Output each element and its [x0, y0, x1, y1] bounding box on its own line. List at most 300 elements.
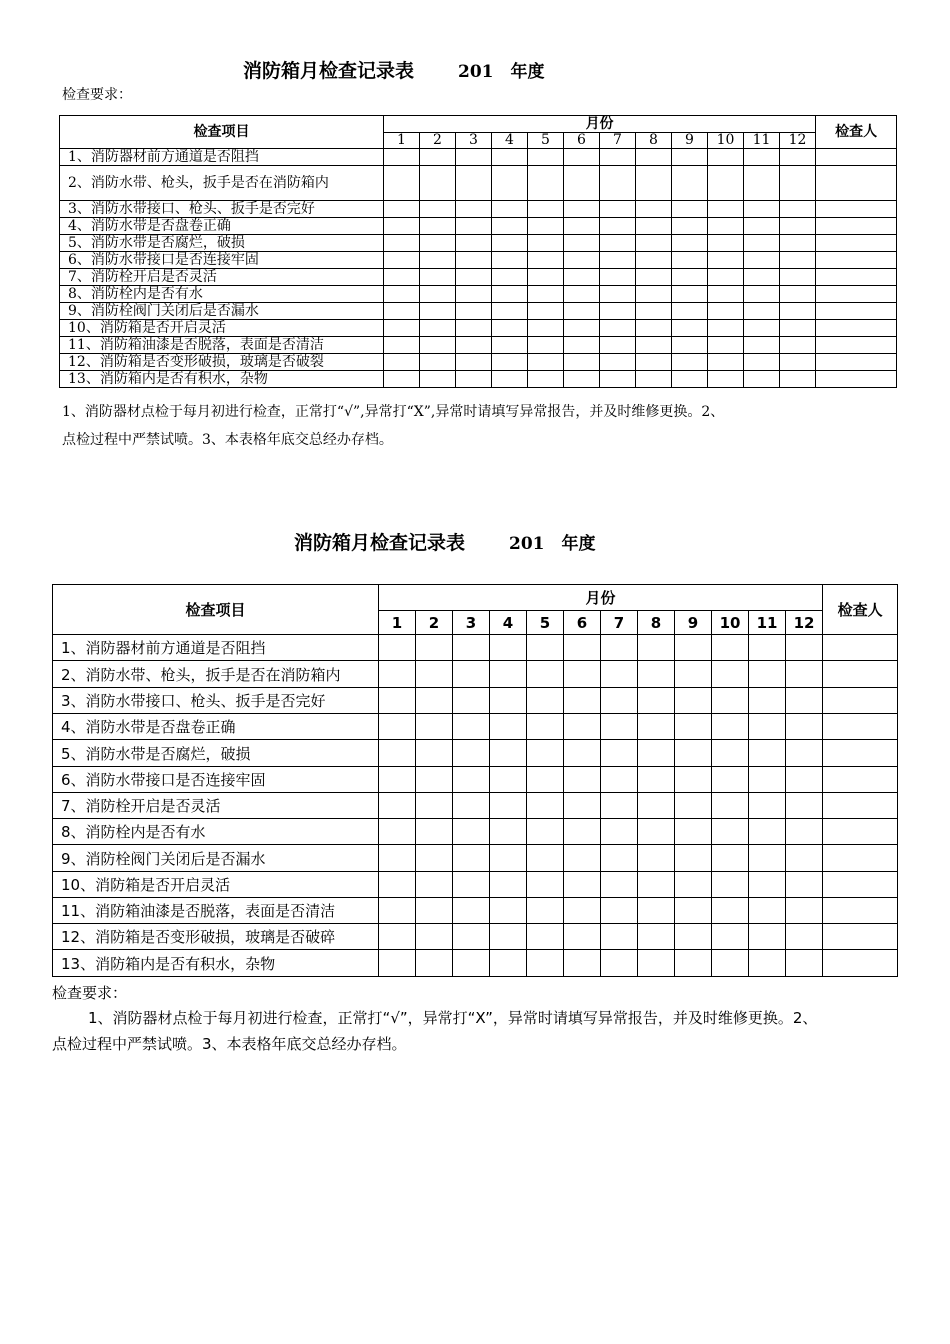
check-cell-month-10[interactable]	[712, 924, 749, 950]
check-cell-month-9[interactable]	[672, 286, 708, 303]
check-cell-month-2[interactable]	[416, 872, 453, 898]
check-cell-month-3[interactable]	[456, 235, 492, 252]
check-cell-month-7[interactable]	[600, 286, 636, 303]
inspector-cell[interactable]	[816, 303, 897, 320]
check-cell-month-7[interactable]	[600, 166, 636, 201]
check-cell-month-8[interactable]	[638, 819, 675, 845]
check-cell-month-8[interactable]	[638, 793, 675, 819]
check-cell-month-3[interactable]	[456, 354, 492, 371]
check-cell-month-2[interactable]	[416, 924, 453, 950]
check-cell-month-8[interactable]	[636, 252, 672, 269]
inspector-cell[interactable]	[816, 371, 897, 388]
check-cell-month-10[interactable]	[708, 269, 744, 286]
check-cell-month-6[interactable]	[564, 218, 600, 235]
check-cell-month-12[interactable]	[780, 201, 816, 218]
check-cell-month-5[interactable]	[528, 235, 564, 252]
check-cell-month-1[interactable]	[379, 767, 416, 793]
check-cell-month-1[interactable]	[384, 320, 420, 337]
check-cell-month-10[interactable]	[708, 337, 744, 354]
check-cell-month-3[interactable]	[453, 950, 490, 977]
check-cell-month-7[interactable]	[600, 252, 636, 269]
check-cell-month-4[interactable]	[490, 767, 527, 793]
check-cell-month-8[interactable]	[636, 303, 672, 320]
inspector-cell[interactable]	[823, 898, 898, 924]
check-cell-month-9[interactable]	[675, 793, 712, 819]
check-cell-month-9[interactable]	[675, 714, 712, 740]
check-cell-month-12[interactable]	[786, 740, 823, 767]
check-cell-month-9[interactable]	[672, 269, 708, 286]
check-cell-month-9[interactable]	[675, 688, 712, 714]
check-cell-month-10[interactable]	[708, 252, 744, 269]
check-cell-month-1[interactable]	[379, 924, 416, 950]
check-cell-month-2[interactable]	[420, 166, 456, 201]
check-cell-month-7[interactable]	[600, 235, 636, 252]
check-cell-month-3[interactable]	[456, 149, 492, 166]
check-cell-month-4[interactable]	[492, 149, 528, 166]
check-cell-month-4[interactable]	[492, 320, 528, 337]
check-cell-month-5[interactable]	[527, 950, 564, 977]
check-cell-month-12[interactable]	[786, 898, 823, 924]
check-cell-month-10[interactable]	[708, 320, 744, 337]
check-cell-month-10[interactable]	[708, 354, 744, 371]
check-cell-month-11[interactable]	[744, 371, 780, 388]
check-cell-month-9[interactable]	[672, 252, 708, 269]
check-cell-month-7[interactable]	[601, 740, 638, 767]
check-cell-month-7[interactable]	[600, 320, 636, 337]
check-cell-month-1[interactable]	[379, 872, 416, 898]
check-cell-month-12[interactable]	[780, 320, 816, 337]
check-cell-month-11[interactable]	[744, 201, 780, 218]
check-cell-month-7[interactable]	[600, 337, 636, 354]
check-cell-month-2[interactable]	[416, 661, 453, 688]
check-cell-month-7[interactable]	[601, 872, 638, 898]
check-cell-month-2[interactable]	[420, 269, 456, 286]
check-cell-month-5[interactable]	[528, 320, 564, 337]
check-cell-month-2[interactable]	[416, 714, 453, 740]
check-cell-month-2[interactable]	[420, 371, 456, 388]
check-cell-month-7[interactable]	[601, 819, 638, 845]
check-cell-month-8[interactable]	[638, 714, 675, 740]
check-cell-month-3[interactable]	[453, 898, 490, 924]
check-cell-month-3[interactable]	[456, 218, 492, 235]
check-cell-month-3[interactable]	[453, 661, 490, 688]
check-cell-month-7[interactable]	[601, 793, 638, 819]
check-cell-month-10[interactable]	[708, 286, 744, 303]
check-cell-month-8[interactable]	[638, 845, 675, 872]
inspector-cell[interactable]	[816, 235, 897, 252]
check-cell-month-5[interactable]	[528, 337, 564, 354]
check-cell-month-1[interactable]	[379, 793, 416, 819]
check-cell-month-4[interactable]	[490, 819, 527, 845]
check-cell-month-12[interactable]	[780, 252, 816, 269]
check-cell-month-6[interactable]	[564, 688, 601, 714]
check-cell-month-3[interactable]	[456, 371, 492, 388]
check-cell-month-8[interactable]	[638, 661, 675, 688]
check-cell-month-12[interactable]	[780, 354, 816, 371]
check-cell-month-4[interactable]	[490, 688, 527, 714]
check-cell-month-4[interactable]	[490, 714, 527, 740]
check-cell-month-6[interactable]	[564, 898, 601, 924]
check-cell-month-1[interactable]	[379, 688, 416, 714]
check-cell-month-5[interactable]	[528, 354, 564, 371]
check-cell-month-12[interactable]	[780, 269, 816, 286]
check-cell-month-2[interactable]	[420, 235, 456, 252]
check-cell-month-1[interactable]	[384, 371, 420, 388]
check-cell-month-1[interactable]	[384, 303, 420, 320]
check-cell-month-7[interactable]	[600, 354, 636, 371]
check-cell-month-4[interactable]	[492, 252, 528, 269]
check-cell-month-2[interactable]	[420, 218, 456, 235]
check-cell-month-10[interactable]	[712, 898, 749, 924]
check-cell-month-9[interactable]	[675, 950, 712, 977]
check-cell-month-12[interactable]	[780, 337, 816, 354]
check-cell-month-1[interactable]	[384, 149, 420, 166]
check-cell-month-3[interactable]	[453, 740, 490, 767]
check-cell-month-8[interactable]	[636, 201, 672, 218]
check-cell-month-11[interactable]	[749, 924, 786, 950]
check-cell-month-6[interactable]	[564, 303, 600, 320]
check-cell-month-9[interactable]	[675, 740, 712, 767]
check-cell-month-5[interactable]	[528, 252, 564, 269]
check-cell-month-3[interactable]	[453, 872, 490, 898]
check-cell-month-10[interactable]	[708, 303, 744, 320]
check-cell-month-2[interactable]	[420, 201, 456, 218]
check-cell-month-5[interactable]	[528, 371, 564, 388]
check-cell-month-1[interactable]	[379, 819, 416, 845]
check-cell-month-10[interactable]	[708, 201, 744, 218]
check-cell-month-7[interactable]	[601, 845, 638, 872]
check-cell-month-8[interactable]	[636, 218, 672, 235]
check-cell-month-2[interactable]	[420, 149, 456, 166]
check-cell-month-1[interactable]	[379, 635, 416, 661]
check-cell-month-11[interactable]	[744, 303, 780, 320]
check-cell-month-4[interactable]	[492, 235, 528, 252]
check-cell-month-3[interactable]	[453, 819, 490, 845]
check-cell-month-3[interactable]	[456, 320, 492, 337]
check-cell-month-5[interactable]	[527, 819, 564, 845]
check-cell-month-10[interactable]	[708, 149, 744, 166]
check-cell-month-2[interactable]	[416, 767, 453, 793]
check-cell-month-8[interactable]	[636, 166, 672, 201]
check-cell-month-11[interactable]	[749, 950, 786, 977]
check-cell-month-3[interactable]	[456, 337, 492, 354]
check-cell-month-4[interactable]	[490, 661, 527, 688]
check-cell-month-10[interactable]	[712, 845, 749, 872]
inspector-cell[interactable]	[823, 793, 898, 819]
check-cell-month-12[interactable]	[786, 688, 823, 714]
check-cell-month-4[interactable]	[490, 872, 527, 898]
check-cell-month-11[interactable]	[744, 218, 780, 235]
check-cell-month-2[interactable]	[420, 252, 456, 269]
check-cell-month-9[interactable]	[675, 661, 712, 688]
check-cell-month-7[interactable]	[601, 635, 638, 661]
check-cell-month-2[interactable]	[416, 635, 453, 661]
check-cell-month-12[interactable]	[786, 661, 823, 688]
check-cell-month-10[interactable]	[712, 793, 749, 819]
check-cell-month-4[interactable]	[490, 845, 527, 872]
check-cell-month-1[interactable]	[384, 235, 420, 252]
check-cell-month-11[interactable]	[749, 714, 786, 740]
check-cell-month-3[interactable]	[456, 201, 492, 218]
check-cell-month-6[interactable]	[564, 714, 601, 740]
check-cell-month-9[interactable]	[675, 872, 712, 898]
inspector-cell[interactable]	[816, 269, 897, 286]
check-cell-month-8[interactable]	[636, 269, 672, 286]
check-cell-month-2[interactable]	[420, 303, 456, 320]
check-cell-month-6[interactable]	[564, 819, 601, 845]
check-cell-month-5[interactable]	[527, 872, 564, 898]
check-cell-month-7[interactable]	[601, 714, 638, 740]
check-cell-month-8[interactable]	[638, 740, 675, 767]
check-cell-month-4[interactable]	[492, 201, 528, 218]
check-cell-month-3[interactable]	[456, 286, 492, 303]
check-cell-month-10[interactable]	[712, 635, 749, 661]
check-cell-month-6[interactable]	[564, 286, 600, 303]
check-cell-month-4[interactable]	[490, 740, 527, 767]
check-cell-month-10[interactable]	[712, 950, 749, 977]
check-cell-month-8[interactable]	[636, 149, 672, 166]
check-cell-month-9[interactable]	[672, 235, 708, 252]
check-cell-month-10[interactable]	[712, 819, 749, 845]
check-cell-month-12[interactable]	[786, 845, 823, 872]
check-cell-month-9[interactable]	[675, 924, 712, 950]
check-cell-month-11[interactable]	[749, 898, 786, 924]
inspector-cell[interactable]	[823, 714, 898, 740]
check-cell-month-11[interactable]	[744, 320, 780, 337]
check-cell-month-12[interactable]	[786, 950, 823, 977]
check-cell-month-3[interactable]	[453, 688, 490, 714]
check-cell-month-1[interactable]	[384, 286, 420, 303]
inspector-cell[interactable]	[823, 767, 898, 793]
check-cell-month-1[interactable]	[384, 218, 420, 235]
check-cell-month-9[interactable]	[672, 371, 708, 388]
check-cell-month-9[interactable]	[675, 898, 712, 924]
check-cell-month-8[interactable]	[636, 371, 672, 388]
check-cell-month-4[interactable]	[492, 286, 528, 303]
check-cell-month-2[interactable]	[420, 286, 456, 303]
check-cell-month-5[interactable]	[527, 661, 564, 688]
check-cell-month-4[interactable]	[492, 337, 528, 354]
check-cell-month-3[interactable]	[456, 166, 492, 201]
check-cell-month-9[interactable]	[675, 767, 712, 793]
inspector-cell[interactable]	[823, 819, 898, 845]
check-cell-month-4[interactable]	[490, 898, 527, 924]
check-cell-month-1[interactable]	[384, 252, 420, 269]
check-cell-month-12[interactable]	[786, 767, 823, 793]
check-cell-month-3[interactable]	[453, 714, 490, 740]
check-cell-month-11[interactable]	[749, 661, 786, 688]
check-cell-month-8[interactable]	[636, 320, 672, 337]
check-cell-month-6[interactable]	[564, 845, 601, 872]
check-cell-month-7[interactable]	[600, 201, 636, 218]
check-cell-month-11[interactable]	[744, 235, 780, 252]
check-cell-month-2[interactable]	[416, 688, 453, 714]
check-cell-month-6[interactable]	[564, 872, 601, 898]
check-cell-month-11[interactable]	[744, 252, 780, 269]
check-cell-month-5[interactable]	[527, 714, 564, 740]
check-cell-month-9[interactable]	[672, 218, 708, 235]
check-cell-month-6[interactable]	[564, 354, 600, 371]
check-cell-month-4[interactable]	[490, 635, 527, 661]
check-cell-month-3[interactable]	[456, 269, 492, 286]
check-cell-month-7[interactable]	[601, 924, 638, 950]
check-cell-month-11[interactable]	[749, 845, 786, 872]
inspector-cell[interactable]	[816, 166, 897, 201]
check-cell-month-5[interactable]	[528, 218, 564, 235]
check-cell-month-1[interactable]	[379, 898, 416, 924]
check-cell-month-6[interactable]	[564, 320, 600, 337]
check-cell-month-5[interactable]	[528, 269, 564, 286]
check-cell-month-3[interactable]	[456, 252, 492, 269]
inspector-cell[interactable]	[816, 337, 897, 354]
check-cell-month-2[interactable]	[416, 793, 453, 819]
check-cell-month-5[interactable]	[528, 201, 564, 218]
check-cell-month-11[interactable]	[749, 767, 786, 793]
check-cell-month-12[interactable]	[786, 872, 823, 898]
check-cell-month-5[interactable]	[527, 688, 564, 714]
check-cell-month-12[interactable]	[786, 635, 823, 661]
inspector-cell[interactable]	[816, 201, 897, 218]
check-cell-month-8[interactable]	[638, 688, 675, 714]
check-cell-month-3[interactable]	[456, 303, 492, 320]
check-cell-month-8[interactable]	[636, 354, 672, 371]
check-cell-month-11[interactable]	[744, 354, 780, 371]
check-cell-month-6[interactable]	[564, 924, 601, 950]
check-cell-month-9[interactable]	[675, 635, 712, 661]
check-cell-month-9[interactable]	[675, 819, 712, 845]
inspector-cell[interactable]	[816, 252, 897, 269]
check-cell-month-5[interactable]	[527, 924, 564, 950]
check-cell-month-11[interactable]	[744, 269, 780, 286]
check-cell-month-4[interactable]	[492, 166, 528, 201]
check-cell-month-4[interactable]	[490, 793, 527, 819]
check-cell-month-7[interactable]	[601, 898, 638, 924]
check-cell-month-6[interactable]	[564, 201, 600, 218]
check-cell-month-8[interactable]	[636, 286, 672, 303]
check-cell-month-2[interactable]	[416, 845, 453, 872]
check-cell-month-12[interactable]	[780, 166, 816, 201]
check-cell-month-7[interactable]	[601, 688, 638, 714]
inspector-cell[interactable]	[823, 661, 898, 688]
check-cell-month-10[interactable]	[712, 767, 749, 793]
check-cell-month-7[interactable]	[600, 149, 636, 166]
check-cell-month-6[interactable]	[564, 793, 601, 819]
check-cell-month-5[interactable]	[527, 740, 564, 767]
check-cell-month-4[interactable]	[492, 303, 528, 320]
check-cell-month-8[interactable]	[638, 767, 675, 793]
check-cell-month-2[interactable]	[420, 320, 456, 337]
check-cell-month-3[interactable]	[453, 845, 490, 872]
check-cell-month-5[interactable]	[528, 149, 564, 166]
check-cell-month-1[interactable]	[379, 845, 416, 872]
check-cell-month-11[interactable]	[749, 819, 786, 845]
check-cell-month-4[interactable]	[492, 371, 528, 388]
check-cell-month-8[interactable]	[638, 924, 675, 950]
check-cell-month-11[interactable]	[749, 688, 786, 714]
check-cell-month-11[interactable]	[744, 166, 780, 201]
check-cell-month-12[interactable]	[780, 235, 816, 252]
check-cell-month-8[interactable]	[638, 950, 675, 977]
check-cell-month-6[interactable]	[564, 337, 600, 354]
check-cell-month-12[interactable]	[780, 371, 816, 388]
check-cell-month-9[interactable]	[675, 845, 712, 872]
check-cell-month-1[interactable]	[379, 950, 416, 977]
check-cell-month-10[interactable]	[708, 371, 744, 388]
check-cell-month-6[interactable]	[564, 661, 601, 688]
check-cell-month-3[interactable]	[453, 767, 490, 793]
check-cell-month-10[interactable]	[712, 714, 749, 740]
check-cell-month-12[interactable]	[786, 819, 823, 845]
check-cell-month-8[interactable]	[638, 872, 675, 898]
check-cell-month-1[interactable]	[384, 337, 420, 354]
inspector-cell[interactable]	[816, 218, 897, 235]
inspector-cell[interactable]	[823, 688, 898, 714]
check-cell-month-6[interactable]	[564, 252, 600, 269]
check-cell-month-6[interactable]	[564, 767, 601, 793]
check-cell-month-10[interactable]	[708, 166, 744, 201]
check-cell-month-5[interactable]	[528, 166, 564, 201]
check-cell-month-9[interactable]	[672, 201, 708, 218]
check-cell-month-10[interactable]	[708, 235, 744, 252]
inspector-cell[interactable]	[823, 872, 898, 898]
check-cell-month-4[interactable]	[490, 950, 527, 977]
check-cell-month-9[interactable]	[672, 166, 708, 201]
check-cell-month-2[interactable]	[416, 950, 453, 977]
check-cell-month-6[interactable]	[564, 740, 601, 767]
check-cell-month-3[interactable]	[453, 793, 490, 819]
check-cell-month-9[interactable]	[672, 354, 708, 371]
check-cell-month-1[interactable]	[384, 269, 420, 286]
check-cell-month-1[interactable]	[379, 661, 416, 688]
inspector-cell[interactable]	[816, 354, 897, 371]
check-cell-month-11[interactable]	[744, 286, 780, 303]
inspector-cell[interactable]	[823, 950, 898, 977]
inspector-cell[interactable]	[823, 635, 898, 661]
check-cell-month-3[interactable]	[453, 924, 490, 950]
check-cell-month-6[interactable]	[564, 635, 601, 661]
check-cell-month-10[interactable]	[708, 218, 744, 235]
check-cell-month-7[interactable]	[600, 269, 636, 286]
check-cell-month-1[interactable]	[384, 166, 420, 201]
check-cell-month-6[interactable]	[564, 149, 600, 166]
inspector-cell[interactable]	[823, 845, 898, 872]
check-cell-month-11[interactable]	[744, 337, 780, 354]
check-cell-month-8[interactable]	[638, 898, 675, 924]
check-cell-month-12[interactable]	[786, 924, 823, 950]
check-cell-month-8[interactable]	[636, 235, 672, 252]
check-cell-month-4[interactable]	[490, 924, 527, 950]
check-cell-month-6[interactable]	[564, 371, 600, 388]
check-cell-month-10[interactable]	[712, 872, 749, 898]
check-cell-month-7[interactable]	[600, 218, 636, 235]
check-cell-month-7[interactable]	[600, 303, 636, 320]
check-cell-month-9[interactable]	[672, 149, 708, 166]
check-cell-month-2[interactable]	[416, 819, 453, 845]
check-cell-month-12[interactable]	[780, 286, 816, 303]
check-cell-month-6[interactable]	[564, 166, 600, 201]
check-cell-month-2[interactable]	[416, 898, 453, 924]
check-cell-month-5[interactable]	[528, 303, 564, 320]
check-cell-month-4[interactable]	[492, 354, 528, 371]
check-cell-month-8[interactable]	[636, 337, 672, 354]
check-cell-month-12[interactable]	[786, 714, 823, 740]
check-cell-month-7[interactable]	[601, 661, 638, 688]
check-cell-month-6[interactable]	[564, 235, 600, 252]
check-cell-month-1[interactable]	[384, 201, 420, 218]
check-cell-month-11[interactable]	[749, 740, 786, 767]
check-cell-month-4[interactable]	[492, 218, 528, 235]
check-cell-month-5[interactable]	[527, 767, 564, 793]
